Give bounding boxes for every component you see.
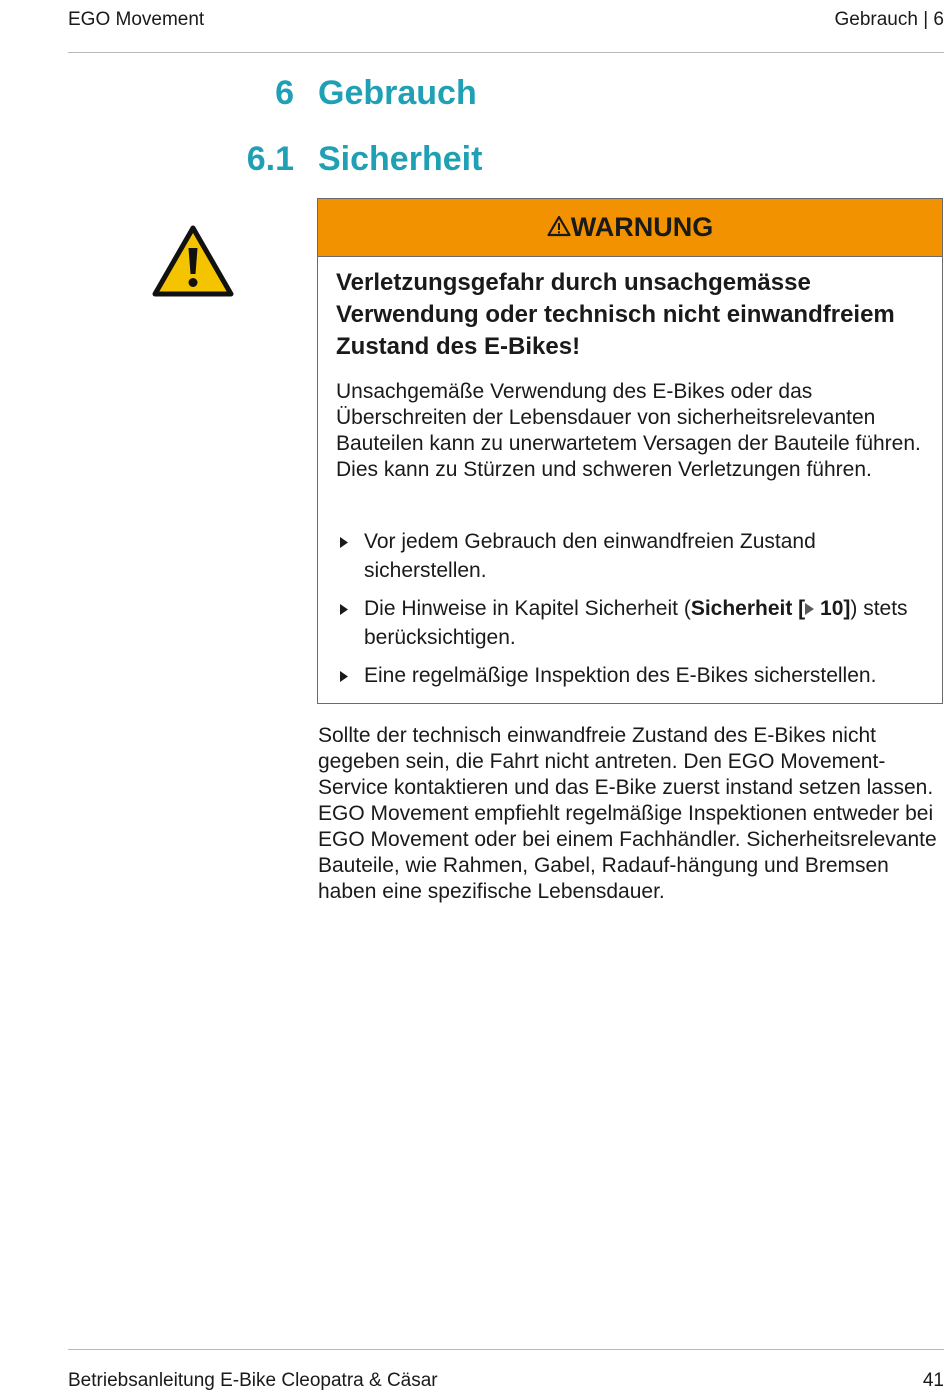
warning-box: [317, 198, 943, 704]
list-item: [336, 527, 936, 585]
body-paragraph: Sollte der technisch einwandfreie Zustand des E-Bikes nicht gegeben sein, die Fahrt nicht antreten. Den EGO Movement-Service kontaktieren und das E-Bike zuerst instand setzen lassen. EGO Movement empfiehlt regelmäßige Inspektionen entweder bei EGO Movement oder bei einem Fachhändler. Sicherheitsrelevante Bauteile, wie Rahmen, Gabel, Radauf-hängung und Bremsen haben eine spezifische Lebensdauer.: [318, 724, 937, 903]
warning-title: Verletzungsgefahr durch unsachgemässe Verwendung oder technisch nicht einwandfreiem Zustand des E-Bikes!: [336, 269, 895, 360]
list-item: [336, 661, 936, 690]
instruction-list: [336, 527, 936, 699]
footer-rule: [68, 1349, 944, 1350]
bullet-arrow-icon: [340, 604, 348, 615]
cross-reference-link[interactable]: [691, 597, 851, 620]
warning-triangle-icon: [151, 224, 235, 298]
bullet-arrow-icon: [340, 537, 348, 548]
header-rule: [68, 52, 944, 53]
header-right: Gebrauch | 6: [834, 9, 944, 30]
section-title: Sicherheit: [318, 140, 483, 178]
chapter-title: Gebrauch: [318, 74, 477, 112]
header-left: EGO Movement: [68, 9, 205, 30]
list-item-text-pre: Die Hinweise in Kapitel Sicherheit (: [364, 597, 691, 620]
bullet-arrow-icon: [340, 671, 348, 682]
page-reference-arrow-icon: [805, 602, 814, 616]
warning-symbol-icon: [547, 215, 571, 237]
warning-header: [318, 199, 942, 257]
list-item-text: Vor jedem Gebrauch den einwandfreien Zustand sicherstellen.: [364, 530, 816, 582]
list-item-text-post: ) stets berücksichtigen.: [364, 597, 908, 649]
list-item: [336, 594, 936, 652]
warning-label: WARNUNG: [570, 212, 714, 242]
cross-reference-page: 10]: [814, 597, 851, 620]
section-number: 6.1: [246, 140, 294, 178]
cross-reference-label: Sicherheit [: [690, 597, 806, 620]
page-number: 41: [922, 1370, 944, 1391]
footer-document-title: Betriebsanleitung E-Bike Cleopatra & Cäsar: [68, 1370, 438, 1391]
warning-description: Unsachgemäße Verwendung des E-Bikes oder das Überschreiten der Lebensdauer von sicherheitsrelevanten Bauteilen kann zu unerwartetem Versagen der Bauteile führen. Dies kann zu Stürzen und schweren Verletzungen führen.: [336, 380, 921, 481]
list-item-text: Eine regelmäßige Inspektion des E-Bikes sicherstellen.: [364, 664, 877, 687]
chapter-number: 6: [275, 74, 294, 112]
